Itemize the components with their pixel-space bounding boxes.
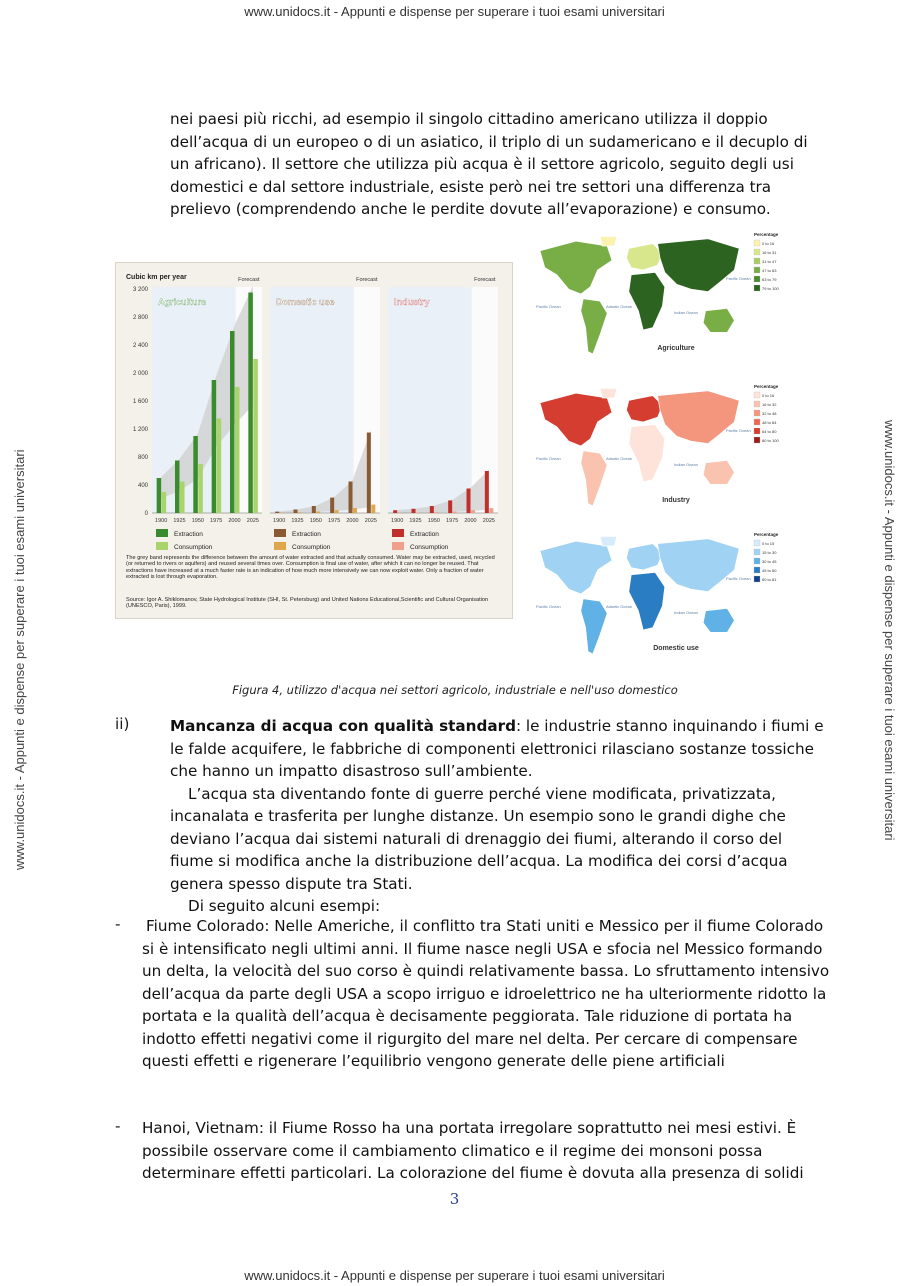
chart-panel-2	[388, 277, 498, 524]
bar-consumption-2025	[489, 508, 493, 513]
item-ii-text	[170, 715, 830, 918]
world-map-domestic-use	[536, 532, 779, 654]
bar-extraction-1950	[193, 436, 198, 513]
item-ii-text1: : le industrie stanno inquinando i fiumi e le falde acquifere, le fabbriche di componenti elettronici rilasciano sostanze tossiche che hanno un impatto disastroso sull’ambiente.	[170, 717, 824, 780]
chart-panel-0	[152, 277, 262, 524]
legend-swatch	[274, 542, 286, 550]
continent-au	[703, 460, 734, 484]
bar-consumption-1925	[298, 512, 302, 513]
x-tick-label: 1900	[391, 518, 404, 524]
legend-label: 79 to 100	[762, 286, 779, 291]
bar-consumption-1925	[180, 482, 185, 514]
legend-swatch	[274, 529, 286, 537]
continent-na	[540, 393, 612, 446]
legend-swatch	[754, 549, 760, 555]
legend-label: 60 to 81	[762, 577, 777, 582]
x-tick-label: 1950	[309, 518, 322, 524]
legend-swatch	[392, 529, 404, 537]
continent-sa	[581, 599, 607, 654]
legend-swatch	[754, 392, 760, 398]
legend-swatch	[754, 437, 760, 443]
x-tick-label: 2025	[482, 518, 495, 524]
x-tick-label: 1900	[273, 518, 286, 524]
figure-caption: Figura 4, utilizzo d'acqua nei settori agricolo, industriale e nell'uso domestico	[232, 683, 678, 697]
continent-af	[629, 572, 665, 630]
legend-title: Percentage	[754, 532, 779, 537]
y-tick-label: 800	[137, 455, 148, 461]
x-tick-label: 1950	[191, 518, 204, 524]
map-label: Industry	[662, 497, 690, 504]
legend-title: Percentage	[754, 232, 779, 237]
map-legend	[754, 232, 779, 291]
bullet-dash-1: -	[115, 915, 121, 933]
legend-swatch	[754, 401, 760, 407]
bar-consumption-1900	[162, 492, 167, 513]
continent-as	[658, 539, 740, 592]
ocean-label: Indian Ocean	[674, 462, 698, 467]
legend-label: 47 to 63	[762, 268, 777, 273]
chart-legend-2	[392, 529, 449, 551]
legend-swatch	[754, 276, 760, 282]
legend-label: 31 to 47	[762, 259, 777, 264]
bar-extraction-1925	[294, 510, 298, 514]
bar-extraction-1900	[157, 478, 162, 513]
map-legend	[754, 384, 779, 443]
legend-swatch	[754, 267, 760, 273]
continent-na	[540, 541, 612, 594]
chart-legend-1	[274, 529, 331, 551]
x-tick-label: 1900	[155, 518, 168, 524]
world-map-agriculture	[536, 232, 779, 354]
item-ii-title: Mancanza di acqua con qualità standard	[170, 717, 516, 735]
y-tick-label: 1 200	[132, 427, 148, 433]
legend-swatch	[754, 419, 760, 425]
continent-af	[629, 424, 665, 482]
item-ii-text3: Di seguito alcuni esempi:	[188, 897, 381, 915]
chart-panel-1	[270, 277, 380, 524]
map-continents	[540, 236, 739, 354]
legend-label: 45 to 60	[762, 568, 777, 573]
y-tick-label: 2 000	[132, 371, 148, 377]
continent-eu	[626, 244, 662, 270]
legend-label: 16 to 31	[762, 250, 777, 255]
ocean-label: Pacific Ocean	[536, 604, 561, 609]
map-legend	[754, 532, 779, 582]
ocean-label: Pacific Ocean	[726, 428, 751, 433]
ocean-label: Indian Ocean	[674, 610, 698, 615]
ocean-label: Atlantic Ocean	[606, 304, 633, 309]
panel-title: Industry	[394, 297, 430, 307]
bar-consumption-1975	[335, 510, 339, 513]
legend-swatch	[754, 558, 760, 564]
y-tick-label: 400	[137, 483, 148, 489]
bar-consumption-1950	[316, 512, 320, 513]
x-tick-label: 1950	[427, 518, 440, 524]
watermark-top: www.unidocs.it - Appunti e dispense per superare i tuoi esami universitari	[244, 4, 665, 19]
bullet-hanoi: Hanoi, Vietnam: il Fiume Rosso ha una portata irregolare soprattutto nei mesi estivi. È possibile osservare come il cambiamento climatico e il regime dei monsoni possa determinare effetti particolari. La colorazione del fiume è dovuta alla presenza di solidi	[142, 1119, 804, 1182]
bullet-colorado: Fiume Colorado: Nelle Americhe, il conflitto tra Stati uniti e Messico per il fiume Colorado si è intensificato negli ultimi anni. Il fiume nasce negli USA e sfocia nel Messico formando un delta, la velocità del suo corso è quindi relativamente bassa. Lo sfruttamento intensivo dell’acqua da parte degli USA a scopo irriguo e idroelettrico ne ha ulteriormente ridotto la portata e la qualità dell’acqua è decisamente peggiorata. Tale riduzione di portata ha indotto effetti negativi come il rigurgito del mare nel delta. Per cercare di compensare questi effetti e rigenerare l’equilibrio vengono generate delle piene artificiali	[142, 917, 830, 1070]
legend-swatch	[156, 542, 168, 550]
ocean-label: Pacific Ocean	[536, 304, 561, 309]
bar-consumption-1950	[198, 464, 203, 513]
legend-label: 0 to 15	[762, 541, 775, 546]
watermark-left: www.unidocs.it - Appunti e dispense per superare i tuoi esami universitari	[12, 449, 27, 870]
legend-swatch	[392, 542, 404, 550]
x-tick-label: 2000	[228, 518, 241, 524]
continent-as	[658, 239, 740, 292]
bar-consumption-1950	[434, 512, 438, 513]
x-tick-label: 1925	[409, 518, 422, 524]
y-tick-label: 0	[144, 511, 148, 517]
x-tick-label: 1925	[291, 518, 304, 524]
map-label: Domestic use	[653, 645, 699, 652]
x-tick-label: 2025	[246, 518, 259, 524]
legend-label: Consumption	[292, 544, 331, 551]
forecast-label: Forecast	[238, 277, 260, 283]
legend-label: 30 to 45	[762, 559, 777, 564]
legend-label: 80 to 100	[762, 438, 779, 443]
legend-label: Extraction	[292, 531, 321, 538]
ocean-label: Atlantic Ocean	[606, 604, 633, 609]
bullet-dash-2: -	[115, 1117, 121, 1135]
world-maps-figure	[526, 228, 779, 680]
chart-source: Source: Igor A. Shiklomanov, State Hydrological Institute (SHI, St. Petersburg) and United Nations Educational,Scientific and Cultural Organisation (UNESCO, Paris), 1999.	[126, 597, 489, 610]
paragraph-intro: nei paesi più ricchi, ad esempio il singolo cittadino americano utilizza il doppio dell’acqua di un europeo o di un asiatico, il triplo di un sudamericano e il decuplo di un africano). Il settore che utilizza più acqua è il settore agricolo, seguito degli usi domestici e dal settore industriale, esiste però nei tre settori una differenza tra prelievo (comprendendo anche le perdite dovute all’evaporazione) e consumo.	[170, 110, 808, 218]
ocean-label: Pacific Ocean	[536, 456, 561, 461]
x-tick-label: 2000	[346, 518, 359, 524]
legend-label: Consumption	[174, 544, 213, 551]
legend-label: 48 to 64	[762, 420, 777, 425]
legend-label: 0 to 16	[762, 241, 775, 246]
ocean-label: Pacific Ocean	[726, 576, 751, 581]
bar-extraction-1900	[393, 510, 397, 513]
legend-label: Extraction	[174, 531, 203, 538]
forecast-label: Forecast	[474, 277, 496, 283]
y-tick-label: 2 400	[132, 343, 148, 349]
legend-swatch	[754, 258, 760, 264]
world-map-industry	[536, 384, 779, 506]
legend-swatch	[754, 249, 760, 255]
continent-af	[629, 272, 665, 330]
forecast-label: Forecast	[356, 277, 378, 283]
legend-label: 16 to 32	[762, 402, 777, 407]
bar-extraction-2000	[349, 482, 353, 514]
continent-na	[540, 241, 612, 294]
legend-label: 15 to 30	[762, 550, 777, 555]
bar-consumption-2000	[353, 508, 357, 513]
watermark-bottom: www.unidocs.it - Appunti e dispense per superare i tuoi esami universitari	[244, 1268, 665, 1283]
item-ii-text2: L’acqua sta diventando fonte di guerre perché viene modificata, privatizzata, incanalata e trasferita per lunghe distanze. Un esempio sono le grandi dighe che deviano l’acqua dai sistemi naturali di drenaggio dei fiumi, alterando il corso del fiume si modifica anche la distribuzione dell’acqua. La modifica dei corsi d’acqua genera spesso dispute tra Stati.	[170, 784, 788, 893]
legend-swatch	[754, 428, 760, 434]
map-continents	[540, 536, 739, 654]
bar-consumption-2000	[235, 387, 240, 513]
continent-au	[703, 608, 734, 632]
continent-gr	[600, 236, 617, 246]
x-tick-label: 1925	[173, 518, 186, 524]
bar-extraction-1975	[448, 500, 452, 513]
panel-title: Domestic use	[276, 297, 335, 307]
bar-consumption-2025	[371, 505, 375, 513]
bar-consumption-2000	[471, 510, 475, 513]
x-tick-label: 1975	[210, 518, 223, 524]
legend-title: Percentage	[754, 384, 779, 389]
legend-swatch	[754, 410, 760, 416]
bar-consumption-1975	[217, 419, 222, 514]
bar-consumption-2025	[253, 359, 257, 513]
watermark-right: www.unidocs.it - Appunti e dispense per superare i tuoi esami universitari	[882, 420, 897, 841]
legend-label: 0 to 16	[762, 393, 775, 398]
legend-label: Extraction	[410, 531, 439, 538]
bar-extraction-1950	[430, 506, 434, 513]
chart-ylabel: Cubic km per year	[126, 274, 187, 281]
bar-extraction-2000	[230, 331, 235, 513]
legend-swatch	[754, 567, 760, 573]
bar-extraction-1975	[330, 498, 334, 513]
continent-eu	[626, 396, 662, 422]
bar-extraction-1950	[312, 506, 316, 513]
legend-swatch	[754, 540, 760, 546]
chart-legend-0	[156, 529, 213, 551]
continent-sa	[581, 451, 607, 506]
bar-consumption-1925	[416, 512, 420, 513]
world-maps	[526, 228, 779, 680]
legend-swatch	[754, 576, 760, 582]
y-tick-label: 2 800	[132, 315, 148, 321]
map-continents	[540, 388, 739, 506]
legend-label: 64 to 80	[762, 429, 777, 434]
legend-label: 32 to 48	[762, 411, 777, 416]
legend-swatch	[754, 285, 760, 291]
continent-gr	[600, 536, 617, 546]
water-use-chart-figure	[115, 262, 513, 619]
ocean-label: Indian Ocean	[674, 310, 698, 315]
ocean-label: Atlantic Ocean	[606, 456, 633, 461]
x-tick-label: 2025	[364, 518, 377, 524]
panel-title: Agriculture	[158, 297, 207, 307]
x-tick-label: 1975	[446, 518, 459, 524]
continent-sa	[581, 299, 607, 354]
list-marker-ii: ii)	[115, 715, 130, 733]
continent-gr	[600, 388, 617, 398]
x-tick-label: 1975	[328, 518, 341, 524]
water-use-bar-chart	[116, 263, 512, 618]
bar-extraction-2025	[367, 433, 371, 514]
bar-extraction-1925	[412, 509, 416, 513]
bar-extraction-1975	[212, 380, 217, 513]
legend-swatch	[156, 529, 168, 537]
bar-consumption-1975	[453, 512, 457, 513]
page-number: 3	[449, 1190, 460, 1208]
map-label: Agriculture	[657, 345, 695, 352]
continent-au	[703, 308, 734, 332]
legend-label: 63 to 79	[762, 277, 777, 282]
chart-note: The grey band represents the difference between the amount of water extracted and that actually consumed. Water may be extracted, used, recycled (or returned to rivers or aquifers) and reused several times over. Consumption is final use of water, after which it can no longer be reused. That extractions have increased at a much faster rate is an indication of how much more intensively we can now exploit water. Only a fraction of water extracted is lost through evaporation.	[126, 555, 495, 581]
bar-extraction-2025	[485, 471, 489, 513]
x-tick-label: 2000	[464, 518, 477, 524]
legend-swatch	[754, 240, 760, 246]
ocean-label: Pacific Ocean	[726, 276, 751, 281]
continent-as	[658, 391, 740, 444]
y-tick-label: 3 200	[132, 287, 148, 293]
continent-eu	[626, 544, 662, 570]
bar-extraction-1925	[175, 461, 180, 514]
bar-extraction-2000	[467, 489, 471, 514]
y-tick-label: 1 600	[132, 399, 148, 405]
bar-extraction-2025	[248, 293, 253, 514]
bar-extraction-1900	[275, 512, 279, 513]
legend-label: Consumption	[410, 544, 449, 551]
